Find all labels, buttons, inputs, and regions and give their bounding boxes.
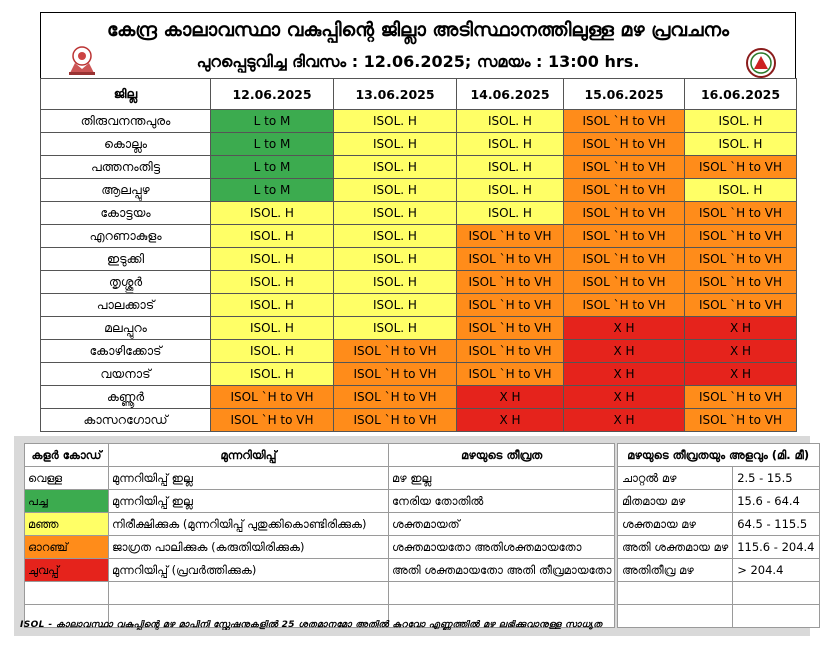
kerala-emblem-icon (65, 43, 99, 77)
legend-row (25, 467, 615, 490)
forecast-cell: ISOL. H (334, 271, 457, 294)
color-code-legend (24, 443, 615, 628)
forecast-cell: ISOL. H (334, 156, 457, 179)
forecast-cell: X H (685, 363, 797, 386)
amount-row (618, 559, 820, 582)
forecast-cell: ISOL `H to VH (685, 386, 797, 409)
forecast-cell: X H (564, 386, 685, 409)
forecast-cell: ISOL `H to VH (685, 271, 797, 294)
color-swatch: മഞ്ഞ (25, 513, 109, 536)
legend-row (25, 490, 615, 513)
district-name: കണ്ണൂർ (41, 386, 211, 409)
amount-row (618, 490, 820, 513)
district-name: വയനാട് (41, 363, 211, 386)
table-row (41, 110, 797, 133)
amount-range: 15.6 - 64.4 (733, 490, 819, 513)
empty-cell (109, 582, 389, 605)
forecast-cell: ISOL. H (334, 317, 457, 340)
amount-label: ചാറ്റൽ മഴ (618, 467, 733, 490)
amount-range: 2.5 - 15.5 (733, 467, 819, 490)
amount-range: 64.5 - 115.5 (733, 513, 819, 536)
table-row (41, 363, 797, 386)
forecast-cell: ISOL `H to VH (564, 202, 685, 225)
table-row (41, 409, 797, 432)
forecast-cell: ISOL. H (211, 294, 334, 317)
forecast-cell: X H (457, 409, 564, 432)
table-row (41, 225, 797, 248)
district-name: ഇടുക്കി (41, 248, 211, 271)
amount-label: ശക്തമായ മഴ (618, 513, 733, 536)
forecast-cell: ISOL `H to VH (334, 386, 457, 409)
district-name: മലപ്പുറം (41, 317, 211, 340)
forecast-cell: ISOL `H to VH (334, 409, 457, 432)
forecast-cell: ISOL. H (457, 110, 564, 133)
forecast-cell: ISOL. H (334, 225, 457, 248)
forecast-cell: ISOL `H to VH (685, 202, 797, 225)
intensity-text: മഴ ഇല്ല (389, 467, 615, 490)
empty-cell (733, 582, 819, 605)
table-row (41, 317, 797, 340)
forecast-cell: X H (685, 317, 797, 340)
legend-row (25, 536, 615, 559)
amount-header-row (618, 444, 820, 467)
forecast-cell: X H (564, 317, 685, 340)
warning-text: മുന്നറിയിപ്പ് (പ്രവർത്തിക്കുക) (109, 559, 389, 582)
forecast-cell: ISOL. H (334, 133, 457, 156)
date-column-header: 14.06.2025 (457, 79, 564, 110)
forecast-cell: ISOL `H to VH (334, 340, 457, 363)
forecast-cell: ISOL. H (457, 202, 564, 225)
forecast-cell: ISOL `H to VH (564, 156, 685, 179)
forecast-cell: ISOL `H to VH (457, 225, 564, 248)
warning-text: മുന്നറിയിപ്പ് ഇല്ല (109, 467, 389, 490)
forecast-cell: ISOL `H to VH (564, 110, 685, 133)
date-column-header: 16.06.2025 (685, 79, 797, 110)
district-name: തിരുവനന്തപുരം (41, 110, 211, 133)
forecast-cell: X H (564, 363, 685, 386)
intensity-text: ശക്തമായത് (389, 513, 615, 536)
amount-header: മഴയുടെ തീവ്രതയും അളവും (മി. മീ) (618, 444, 820, 467)
legend-empty-row (25, 582, 615, 605)
district-name: പാലക്കാട് (41, 294, 211, 317)
empty-cell (618, 582, 733, 605)
legend-header-row (25, 444, 615, 467)
district-name: ആലപ്പുഴ (41, 179, 211, 202)
amount-row (618, 467, 820, 490)
forecast-cell: ISOL `H to VH (685, 156, 797, 179)
table-header-row (41, 79, 797, 110)
isol-footnote: ISOL - കാലാവസ്ഥാ വകുപ്പിന്റെ മഴ മാപിനി സ്റ്റേഷനുകളിൽ 25 ശതമാനമോ അതിൽ കുറവോ എണ്ണത്തിൽ മഴ ലഭിക്കുവാനുള്ള സാധ്യത (20, 620, 603, 630)
forecast-cell: ISOL `H to VH (334, 363, 457, 386)
forecast-cell: ISOL `H to VH (685, 225, 797, 248)
district-name: കൊല്ലം (41, 133, 211, 156)
district-name: പത്തനംതിട്ട (41, 156, 211, 179)
forecast-cell: ISOL. H (334, 248, 457, 271)
warning-text: നിരീക്ഷിക്കുക (മുന്നറിയിപ്പ് പുതുക്കികൊണ്ടിരിക്കുക) (109, 513, 389, 536)
imd-logo-icon (745, 47, 777, 79)
legend-panel (14, 436, 815, 636)
forecast-cell: ISOL `H to VH (457, 340, 564, 363)
forecast-cell: ISOL `H to VH (564, 294, 685, 317)
forecast-cell: ISOL. H (685, 179, 797, 202)
date-column-header: 13.06.2025 (334, 79, 457, 110)
forecast-cell: ISOL `H to VH (564, 271, 685, 294)
district-column-header: ജില്ല (41, 79, 211, 110)
amount-label: മിതമായ മഴ (618, 490, 733, 513)
district-name: കാസറഗോഡ് (41, 409, 211, 432)
forecast-cell: ISOL. H (457, 179, 564, 202)
empty-cell (25, 582, 109, 605)
intensity-text: അതി ശക്തമായതോ അതി തീവ്രമായതോ (389, 559, 615, 582)
forecast-cell: ISOL. H (211, 363, 334, 386)
forecast-header (40, 12, 796, 78)
forecast-cell: ISOL. H (334, 179, 457, 202)
forecast-cell: ISOL. H (685, 110, 797, 133)
forecast-cell: ISOL. H (211, 317, 334, 340)
forecast-cell: L to M (211, 179, 334, 202)
forecast-cell: ISOL. H (211, 340, 334, 363)
amount-range: 115.6 - 204.4 (733, 536, 819, 559)
district-name: തൃശ്ശൂർ (41, 271, 211, 294)
table-row (41, 340, 797, 363)
district-name: കോഴിക്കോട് (41, 340, 211, 363)
forecast-cell: ISOL `H to VH (564, 133, 685, 156)
forecast-cell: ISOL `H to VH (685, 294, 797, 317)
forecast-cell: ISOL. H (211, 202, 334, 225)
forecast-cell: ISOL `H to VH (685, 248, 797, 271)
page-title: കേന്ദ്ര കാലാവസ്ഥാ വകുപ്പിന്റെ ജില്ലാ അടിസ്ഥാനത്തിലുള്ള മഴ പ്രവചനം (106, 19, 730, 41)
intensity-header: മഴയുടെ തീവ്രത (389, 444, 615, 467)
legend-row (25, 513, 615, 536)
amount-label: അതി ശക്തമായ മഴ (618, 536, 733, 559)
forecast-cell: ISOL `H to VH (457, 248, 564, 271)
district-name: എറണാകുളം (41, 225, 211, 248)
forecast-cell: ISOL `H to VH (211, 409, 334, 432)
table-row (41, 202, 797, 225)
forecast-cell: X H (685, 340, 797, 363)
forecast-cell: ISOL. H (211, 271, 334, 294)
empty-cell (389, 582, 615, 605)
date-column-header: 15.06.2025 (564, 79, 685, 110)
warning-text: ജാഗ്രത പാലിക്കുക (കരുതിയിരിക്കുക) (109, 536, 389, 559)
forecast-cell: ISOL. H (334, 294, 457, 317)
forecast-cell: ISOL `H to VH (564, 179, 685, 202)
intensity-text: ശക്തമായതോ അതിശക്തമായതോ (389, 536, 615, 559)
amount-empty-row (618, 582, 820, 605)
warning-text: മുന്നറിയിപ്പ് ഇല്ല (109, 490, 389, 513)
forecast-cell: X H (564, 340, 685, 363)
forecast-cell: ISOL `H to VH (685, 409, 797, 432)
color-code-header: കളർ കോഡ് (25, 444, 109, 467)
amount-row (618, 536, 820, 559)
intensity-text: നേരിയ തോതിൽ (389, 490, 615, 513)
date-column-header: 12.06.2025 (211, 79, 334, 110)
forecast-cell: ISOL. H (211, 225, 334, 248)
forecast-cell: ISOL `H to VH (564, 225, 685, 248)
forecast-cell: ISOL. H (334, 110, 457, 133)
issue-date-time: പുറപ്പെടുവിച്ച ദിവസം : 12.06.2025; സമയം : 13:00 hrs. (196, 52, 640, 71)
warning-header: മുന്നറിയിപ്പ് (109, 444, 389, 467)
forecast-cell: ISOL `H to VH (211, 386, 334, 409)
forecast-cell: ISOL `H to VH (457, 317, 564, 340)
color-swatch: ഓറഞ്ച് (25, 536, 109, 559)
forecast-cell: ISOL `H to VH (457, 294, 564, 317)
table-row (41, 179, 797, 202)
amount-range: > 204.4 (733, 559, 819, 582)
color-swatch: പച്ച (25, 490, 109, 513)
table-row (41, 156, 797, 179)
forecast-cell: L to M (211, 110, 334, 133)
forecast-cell: ISOL `H to VH (457, 363, 564, 386)
district-name: കോട്ടയം (41, 202, 211, 225)
forecast-cell: X H (457, 386, 564, 409)
table-row (41, 133, 797, 156)
table-row (41, 248, 797, 271)
rainfall-amount-legend (617, 443, 820, 628)
amount-label: അതിതീവ്ര മഴ (618, 559, 733, 582)
forecast-cell: L to M (211, 156, 334, 179)
amount-row (618, 513, 820, 536)
color-swatch: ചുവപ്പ് (25, 559, 109, 582)
color-swatch: വെള്ള (25, 467, 109, 490)
table-row (41, 386, 797, 409)
forecast-cell: ISOL. H (211, 248, 334, 271)
forecast-cell: L to M (211, 133, 334, 156)
table-row (41, 294, 797, 317)
forecast-cell: ISOL. H (334, 202, 457, 225)
legend-row (25, 559, 615, 582)
table-row (41, 271, 797, 294)
forecast-cell: X H (564, 409, 685, 432)
forecast-cell: ISOL. H (457, 156, 564, 179)
forecast-cell: ISOL. H (685, 133, 797, 156)
district-forecast-table (40, 78, 797, 432)
forecast-cell: ISOL `H to VH (564, 248, 685, 271)
forecast-cell: ISOL. H (457, 133, 564, 156)
forecast-cell: ISOL `H to VH (457, 271, 564, 294)
